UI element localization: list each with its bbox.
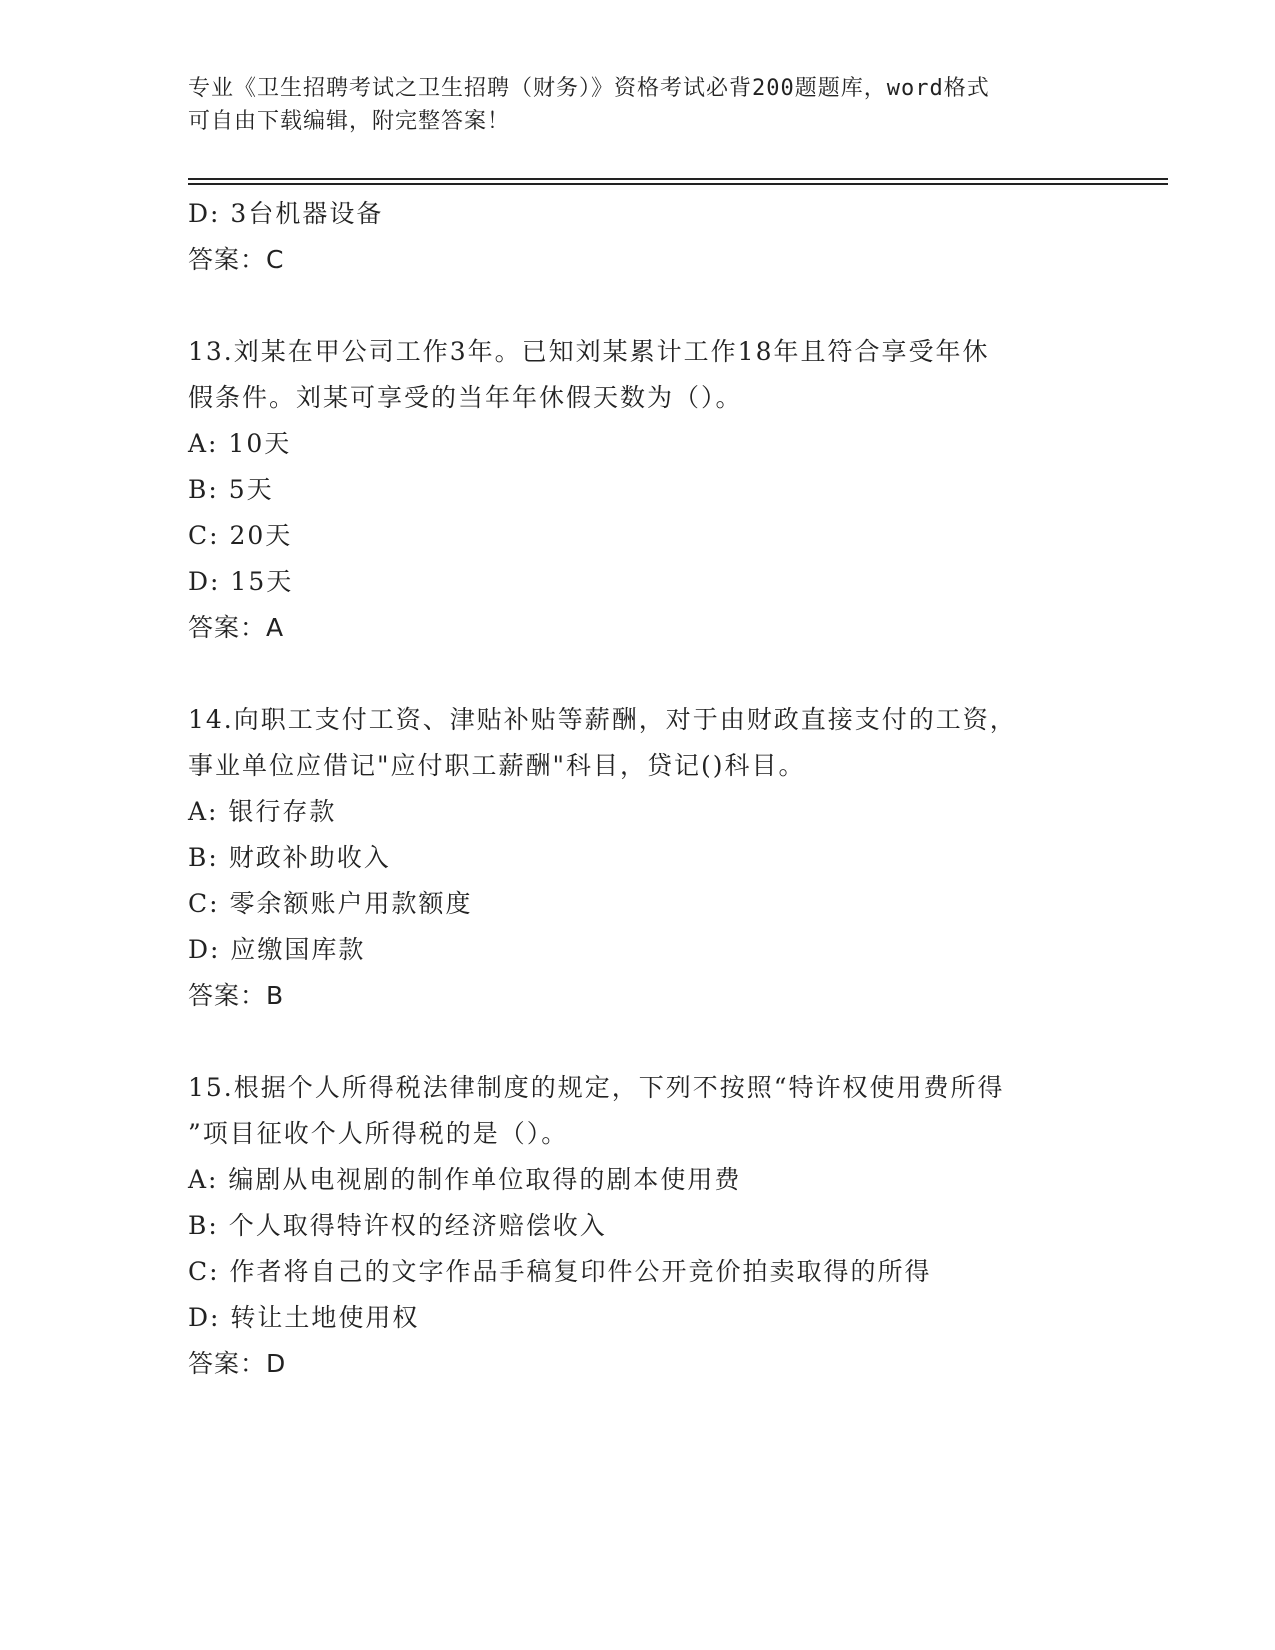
question-stem-line: 事业单位应借记"应付职工薪酬"科目，贷记()科目。 [188, 751, 806, 780]
question-stem-line: 假条件。刘某可享受的当年年休假天数为（）。 [188, 383, 743, 412]
header-rule-bottom [188, 183, 1168, 185]
spacer [188, 1019, 1088, 1065]
answer: 答案：A [188, 613, 285, 642]
question-stem-line: 15.根据个人所得税法律制度的规定，下列不按照“特许权使用费所得 [188, 1073, 1005, 1102]
answer: 答案：D [188, 1349, 287, 1378]
option-d: D: 应缴国库款 [188, 935, 366, 964]
page-header [188, 72, 1088, 138]
prev-answer: 答案：C [188, 245, 285, 274]
answer: 答案：B [188, 981, 285, 1010]
question-stem-line: ”项目征收个人所得税的是（）。 [188, 1119, 569, 1148]
document-body [188, 191, 1088, 1387]
option-a: A: 银行存款 [188, 797, 337, 826]
prev-option-d: D: 3台机器设备 [188, 199, 384, 228]
option-c: C: 零余额账户用款额度 [188, 889, 473, 918]
option-d: D: 15天 [188, 567, 294, 596]
question-13 [188, 329, 1088, 651]
question-14 [188, 697, 1088, 1019]
option-c: C: 20天 [188, 521, 293, 550]
spacer [188, 651, 1088, 697]
header-line-1: 专业《卫生招聘考试之卫生招聘（财务）》资格考试必背200题题库，word格式 [188, 76, 990, 101]
option-b: B: 5天 [188, 475, 274, 504]
option-a: A: 编剧从电视剧的制作单位取得的剧本使用费 [188, 1165, 742, 1194]
question-stem-line: 13.刘某在甲公司工作3年。已知刘某累计工作18年且符合享受年休 [188, 337, 990, 366]
question-15 [188, 1065, 1088, 1387]
option-a: A: 10天 [188, 429, 292, 458]
spacer [188, 283, 1088, 329]
option-d: D: 转让土地使用权 [188, 1303, 420, 1332]
header-rule-top [188, 178, 1168, 180]
option-c: C: 作者将自己的文字作品手稿复印件公开竞价拍卖取得的所得 [188, 1257, 932, 1286]
option-b: B: 财政补助收入 [188, 843, 391, 872]
option-b: B: 个人取得特许权的经济赔偿收入 [188, 1211, 607, 1240]
header-line-2: 可自由下载编辑，附完整答案！ [188, 109, 511, 134]
question-stem-line: 14.向职工支付工资、津贴补贴等薪酬，对于由财政直接支付的工资， [188, 705, 1017, 734]
